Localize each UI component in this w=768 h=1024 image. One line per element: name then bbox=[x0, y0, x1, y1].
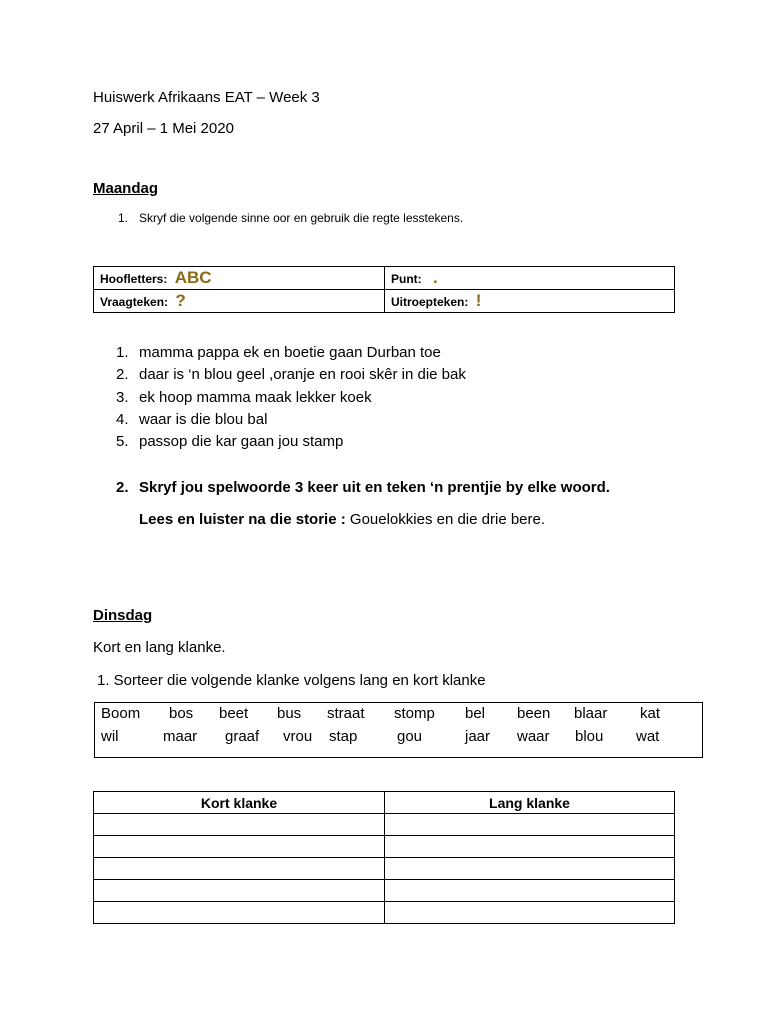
sound-word: gou bbox=[397, 728, 423, 745]
lang-cell[interactable] bbox=[385, 858, 675, 880]
lang-cell[interactable] bbox=[385, 836, 675, 858]
lang-cell[interactable] bbox=[385, 814, 675, 836]
sound-word: been bbox=[517, 705, 551, 722]
sound-word: waar bbox=[517, 728, 550, 745]
vraagteken-label: Vraagteken: bbox=[100, 295, 169, 309]
task2-text: Skryf jou spelwoorde 3 keer uit en teken ‘n prentjie by elke woord. bbox=[139, 479, 610, 496]
table-row bbox=[94, 814, 675, 836]
sentence-text: waar is die blou bal bbox=[139, 411, 268, 428]
sentence-text: mamma pappa ek en boetie gaan Durban toe bbox=[139, 344, 441, 361]
vraagteken-symbol: ? bbox=[175, 291, 186, 310]
cell-vraagteken bbox=[94, 290, 385, 313]
sound-word: graaf bbox=[225, 728, 260, 745]
header-lang-klanke: Lang klanke bbox=[385, 792, 675, 814]
lang-cell[interactable] bbox=[385, 880, 675, 902]
sound-word: Boom bbox=[101, 705, 141, 722]
sound-word: stap bbox=[329, 728, 358, 745]
table-row bbox=[94, 880, 675, 902]
document-title: Huiswerk Afrikaans EAT – Week 3 bbox=[93, 89, 320, 106]
cell-uitroepteken bbox=[385, 290, 675, 313]
sentence-number: 1. bbox=[116, 344, 129, 361]
sentence-number: 3. bbox=[116, 389, 129, 406]
sound-word: bel bbox=[465, 705, 486, 722]
sentence-text: daar is ‘n blou geel ,oranje en rooi skêr in die bak bbox=[139, 366, 466, 383]
dinsdag-instruction: 1. Sorteer die volgende klanke volgens lang en kort klanke bbox=[97, 672, 486, 689]
sentence-text: ek hoop mamma maak lekker koek bbox=[139, 389, 372, 406]
header-kort-klanke: Kort klanke bbox=[94, 792, 385, 814]
story-label: Lees en luister na die storie : bbox=[139, 511, 346, 528]
sound-word: vrou bbox=[283, 728, 313, 745]
sound-word: straat bbox=[327, 705, 365, 722]
sound-words-box bbox=[94, 702, 703, 758]
document-dates: 27 April – 1 Mei 2020 bbox=[93, 120, 234, 137]
sound-word: kat bbox=[640, 705, 661, 722]
table-row bbox=[94, 858, 675, 880]
hoofletters-symbol: ABC bbox=[174, 268, 212, 287]
section-heading-dinsdag: Dinsdag bbox=[93, 607, 153, 624]
lang-cell[interactable] bbox=[385, 902, 675, 924]
cell-punt bbox=[385, 267, 675, 290]
kort-cell[interactable] bbox=[94, 814, 385, 836]
sentence-text: passop die kar gaan jou stamp bbox=[139, 433, 344, 450]
hoofletters-label: Hoofletters: bbox=[100, 272, 168, 286]
cell-hoofletters bbox=[94, 267, 385, 290]
instruction-text: Skryf die volgende sinne oor en gebruik die regte lesstekens. bbox=[139, 211, 464, 225]
sound-word: blou bbox=[575, 728, 604, 745]
punctuation-table bbox=[93, 266, 675, 313]
task2-number: 2. bbox=[116, 479, 129, 496]
kort-cell[interactable] bbox=[94, 858, 385, 880]
sound-word: wat bbox=[636, 728, 660, 745]
sentence-number: 4. bbox=[116, 411, 129, 428]
sentence-number: 5. bbox=[116, 433, 129, 450]
sound-word: blaar bbox=[574, 705, 608, 722]
sound-word: maar bbox=[163, 728, 198, 745]
sound-word: jaar bbox=[465, 728, 491, 745]
uitroepteken-symbol: ! bbox=[475, 291, 482, 310]
instruction-number: 1. bbox=[118, 211, 129, 225]
uitroepteken-label: Uitroepteken: bbox=[391, 295, 469, 309]
story-line bbox=[139, 511, 545, 528]
story-title: Gouelokkies en die drie bere. bbox=[345, 511, 546, 528]
sound-word: stomp bbox=[394, 705, 435, 722]
punt-label: Punt: bbox=[391, 272, 422, 286]
punt-symbol: . bbox=[433, 268, 438, 287]
sorting-table bbox=[93, 791, 675, 924]
kort-cell[interactable] bbox=[94, 880, 385, 902]
kort-cell[interactable] bbox=[94, 902, 385, 924]
dinsdag-subtitle: Kort en lang klanke. bbox=[93, 639, 226, 656]
sound-word: bos bbox=[169, 705, 194, 722]
table-row bbox=[94, 836, 675, 858]
table-row bbox=[94, 902, 675, 924]
sound-word: beet bbox=[219, 705, 249, 722]
sound-word: wil bbox=[101, 728, 119, 745]
sentence-number: 2. bbox=[116, 366, 129, 383]
section-heading-maandag: Maandag bbox=[93, 180, 159, 197]
sound-word: bus bbox=[277, 705, 302, 722]
kort-cell[interactable] bbox=[94, 836, 385, 858]
